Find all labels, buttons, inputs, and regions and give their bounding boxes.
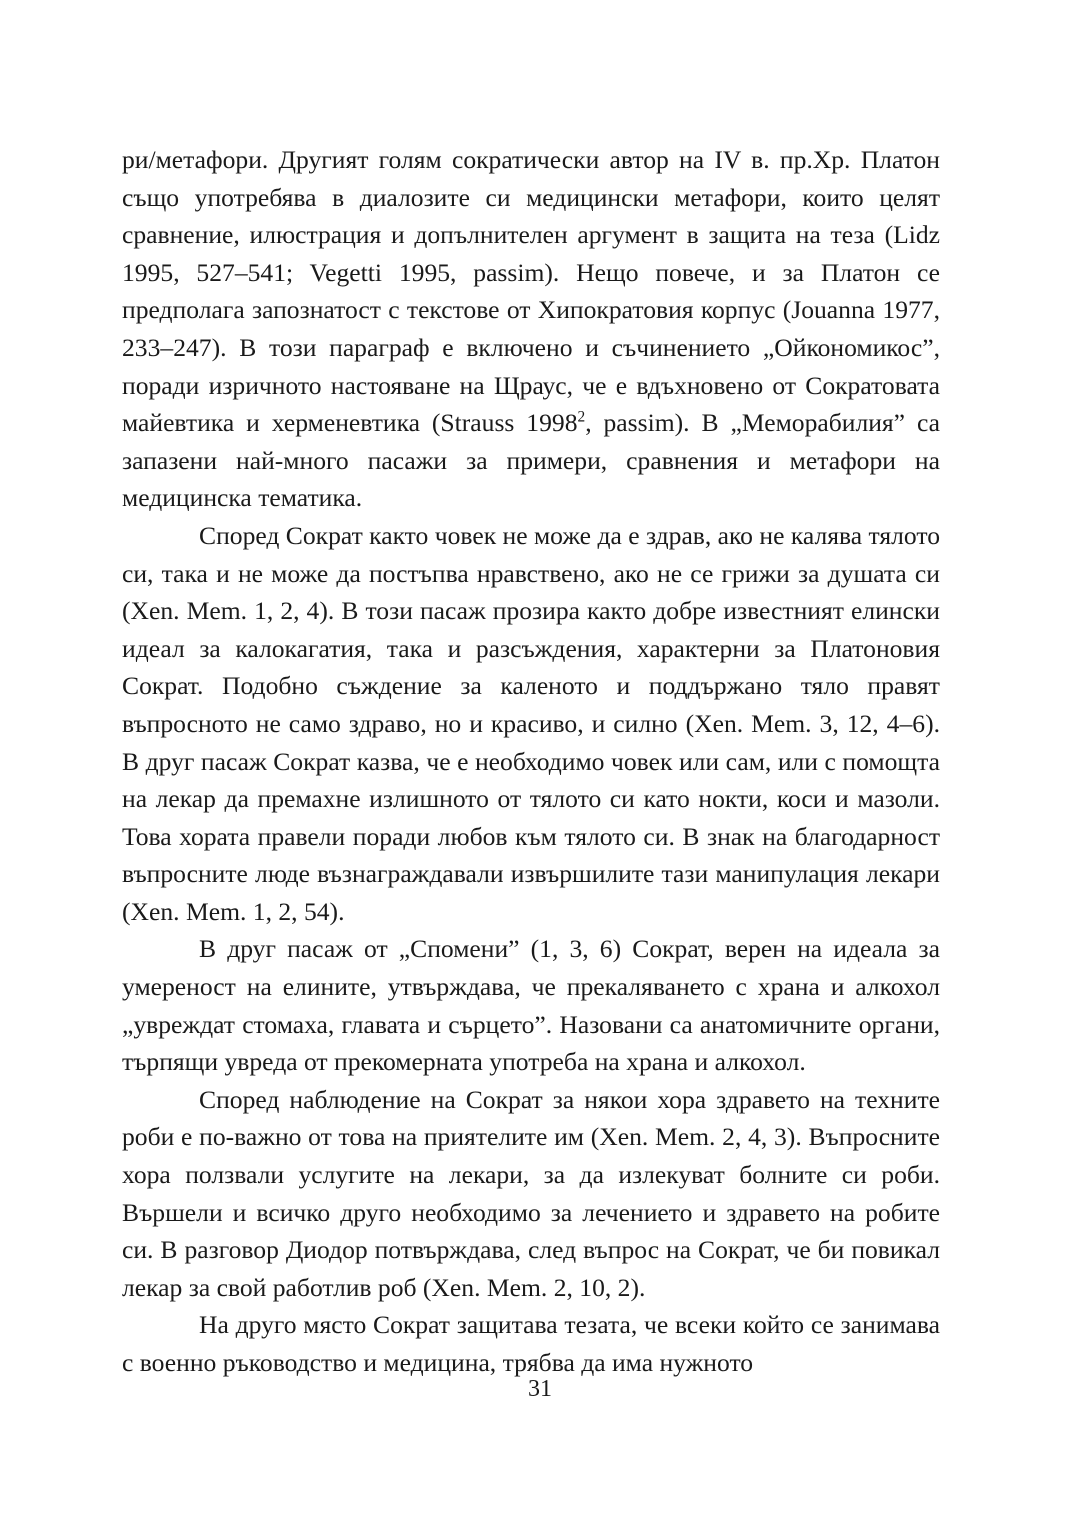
footnote-superscript: 2 [577, 408, 586, 426]
paragraph-5-text: На друго място Сократ защитава тезата, че всеки който се занимава с военно ръководство и медицина, трябва да има нужното [122, 1310, 940, 1377]
paragraph-5 [122, 1306, 940, 1381]
page-number: 31 [528, 1376, 552, 1402]
paragraph-1 [122, 141, 940, 517]
paragraph-4 [122, 1081, 940, 1307]
paragraph-3-text: В друг пасаж от „Спомени” (1, 3, 6) Сократ, верен на идеала за умереност на елините, утвърждава, че прекаляването с храна и алкохол „увреждат стомаха, главата и сърцето”. Назовани са анатомичните органи, търпящи увреда от прекомерната употреба на храна и алкохол. [122, 934, 940, 1077]
body-text [122, 141, 940, 1382]
paragraph-1-text-b: , passim). В „Меморабилия” са запазени най-много пасажи за примери, сравнения и метафори на медицинска тематика. [122, 408, 940, 513]
paragraph-2 [122, 517, 940, 931]
paragraph-1-text-a: ри/метафори. Другият голям сократически автор на IV в. пр.Хр. Платон също употребява в диалозите си медицински метафори, които целят сравнение, илюстрация и допълнителен аргумент в защита на теза (Lidz 1995, 527–541; Vegetti 1995, passim). Нещо повече, и за Платон се предполага запознатост с текстове от Хипократовия корпус (Jouanna 1977, 233–247). В този параграф е включено и съчинението „Ойкономикос”, поради изричното настояване на Щраус, че е вдъхновено от Сократовата майевтика и херменевтика (Strauss 1998 [122, 145, 940, 438]
paragraph-2-text: Според Сократ както човек не може да е здрав, ако не калява тялото си, така и не може да постъпва нравствено, ако не се грижи за душата си (Xen. Mem. 1, 2, 4). В този пасаж прозира както добре известният елински идеал за калокагатия, така и разсъждения, характерни за Платоновия Сократ. Подобно съждение за каленото и поддържано тяло правят въпросното не само здраво, но и красиво, и силно (Xen. Mem. 3, 12, 4–6). В друг пасаж Сократ казва, че е необходимо човек или сам, или с помощта на лекар да премахне излишното от тялото си като нокти, коси и мазоли. Това хората правели поради любов към тялото си. В знак на благодарност въпросните люде възнаграждавали извършилите тази манипулация лекари (Xen. Mem. 1, 2, 54). [122, 520, 941, 926]
paragraph-4-text: Според наблюдение на Сократ за някои хора здравето на техните роби е по-важно от това на приятелите им (Xen. Mem. 2, 4, 3). Въпросните хора ползвали услугите на лекари, за да излекуват болните си роби. Вършели и всичко друго необходимо за лечението и здравето на робите си. В разговор Диодор потвърждава, след въпрос на Сократ, че би повикал лекар за свой работлив роб (Xen. Mem. 2, 10, 2). [122, 1084, 940, 1302]
paragraph-3 [122, 930, 940, 1080]
